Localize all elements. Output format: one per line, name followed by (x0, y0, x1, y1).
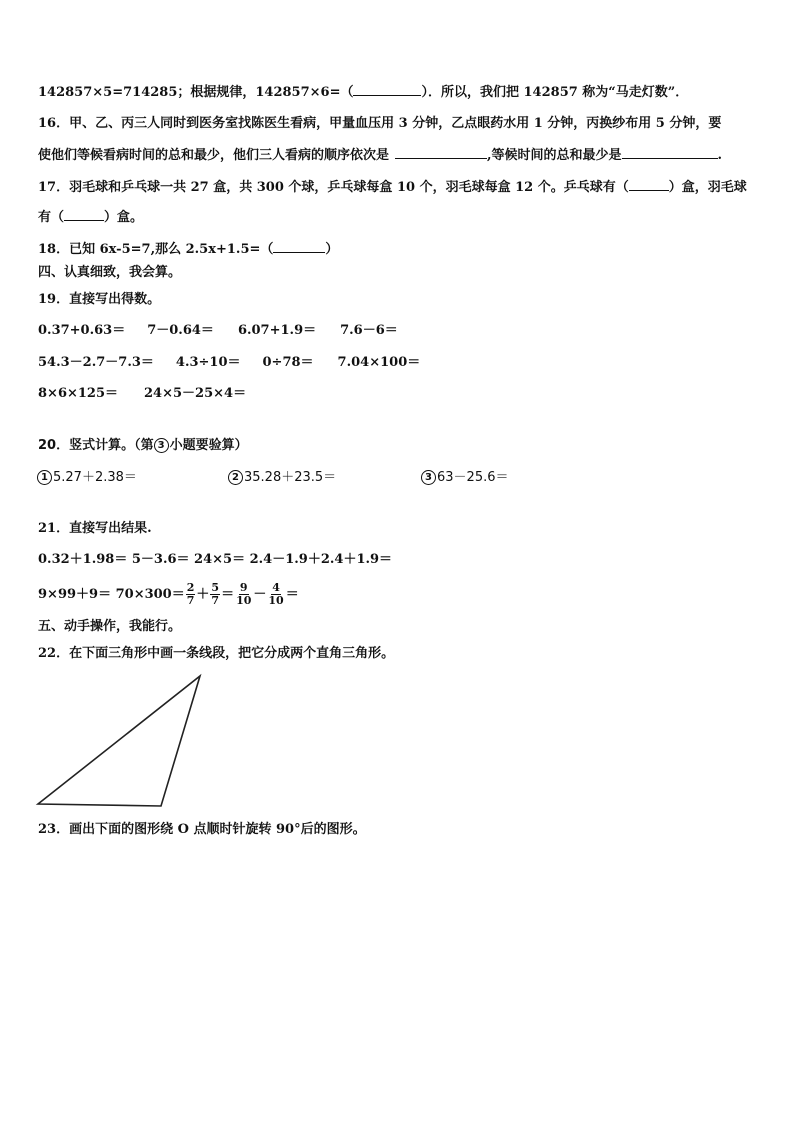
triangle (38, 676, 200, 806)
q18-line: 18．已知 6x-5=7,那么 2.5x+1.5=（ ） (38, 242, 339, 257)
q19-row3: 8×6×125＝ 24×5－25×4＝ (38, 386, 247, 401)
q19-row2: 54.3－2.7－7.3＝ 4.3÷10＝ 0÷78＝ 7.04×100＝ (38, 355, 421, 370)
q21-row2: 9×99＋9＝ 70×300＝ $\frac{2}{7}$ ＋ $\frac{5}{7}$ ＝ $\frac{9}{10}$ － $\frac{4}{10}$ ＝ (38, 581, 299, 607)
q20-item-1: 1 5.27＋2.38＝ (37, 470, 137, 486)
q19-title: 19．直接写出得数。 (38, 292, 161, 307)
q23-prompt: 23．画出下面的图形绕 O 点顺时针旋转 90°后的图形。 (38, 822, 366, 837)
q16-line2: 使他们等候看病时间的总和最少，他们三人看病的顺序依次是 ,等候时间的总和最少是 . (38, 148, 723, 163)
circled-number-2: 2 (228, 470, 243, 485)
fraction: $\frac{9}{10}$ (236, 581, 252, 607)
q21-row1: 0.32＋1.98＝ 5－3.6＝ 24×5＝ 2.4－1.9＋2.4＋1.9＝ (38, 552, 393, 567)
section-5-heading: 五、动手操作，我能行。 (38, 619, 182, 634)
circled-number-3: 3 (154, 438, 169, 453)
q17-line1: 17．羽毛球和乒乓球一共 27 盒，共 300 个球，乒乓球每盒 10 个，羽毛球每盒 12 个。乒乓球有（ ）盒，羽毛球 (38, 180, 747, 195)
q15-line: 142857×5=714285；根据规律，142857×6=（ ）．所以，我们把 142857 称为“马走灯数”． (38, 85, 689, 100)
fraction: $\frac{5}{7}$ (211, 581, 220, 607)
q20-title: 20．竖式计算。（第 3 小题要验算） (38, 438, 248, 453)
circled-number-1: 1 (37, 470, 52, 485)
fraction: $\frac{2}{7}$ (186, 581, 195, 607)
q20-item-3: 3 63－25.6＝ (421, 470, 509, 486)
q20-item-2: 2 35.28＋23.5＝ (228, 470, 336, 486)
section-4-heading: 四、认真细致，我会算。 (38, 265, 182, 280)
q17-line2: 有（ ）盒。 (38, 210, 144, 225)
q19-row1: 0.37+0.63＝ 7－0.64＝ 6.07+1.9＝ 7.6－6＝ (38, 323, 398, 338)
circled-number-3: 3 (421, 470, 436, 485)
q21-title: 21．直接写出结果. (38, 521, 152, 536)
q16-line1: 16．甲、乙、丙三人同时到医务室找陈医生看病，甲量血压用 3 分钟，乙点眼药水用 1 分钟，丙换纱布用 5 分钟，要 (38, 116, 722, 131)
fraction: $\frac{4}{10}$ (268, 581, 284, 607)
q22-prompt: 22．在下面三角形中画一条线段，把它分成两个直角三角形。 (38, 646, 395, 661)
